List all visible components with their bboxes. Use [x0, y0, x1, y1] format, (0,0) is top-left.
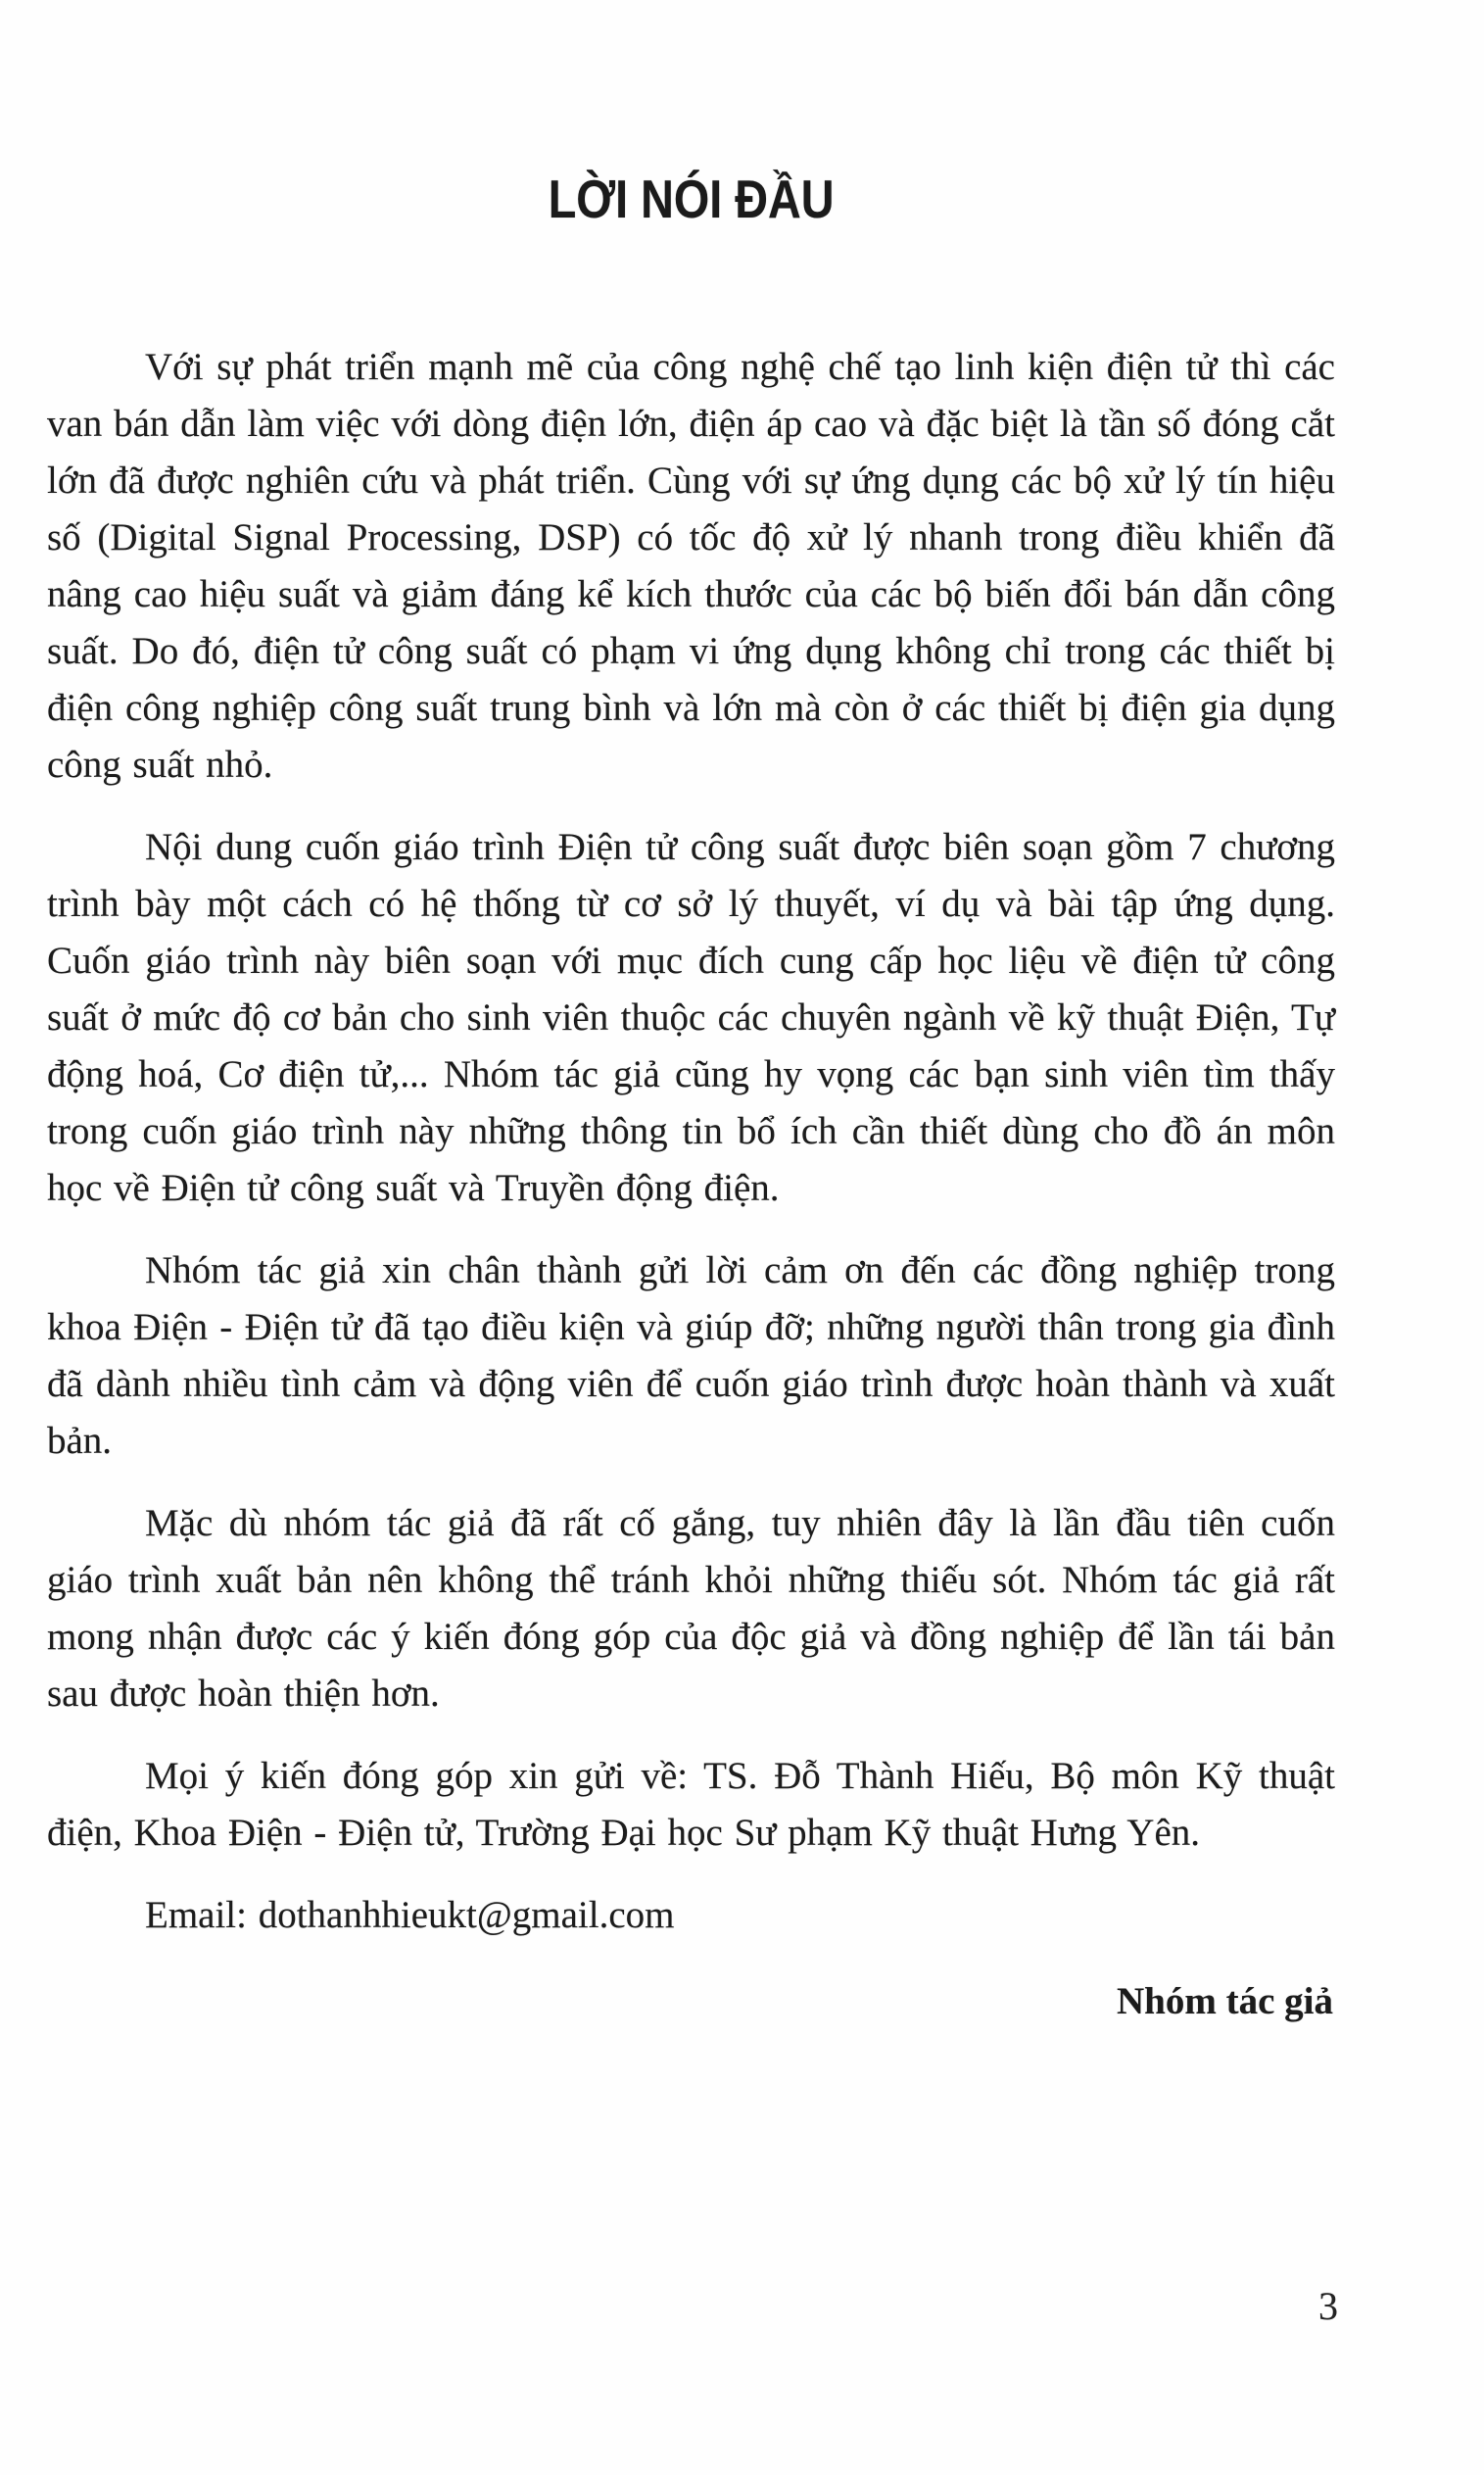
author-signature: Nhóm tác giả — [1117, 1980, 1333, 2022]
paragraph-book-content: Nội dung cuốn giáo trình Điện tử công suất được biên soạn gồm 7 chương trình bày một cách có hệ thống từ cơ sở lý thuyết, ví dụ và bài tập ứng dụng. Cuốn giáo trình này biên soạn với mục đích cung cấp học liệu về điện tử công suất ở mức độ cơ bản cho sinh viên thuộc các chuyên ngành về kỹ thuật Điện, Tự động hoá, Cơ điện tử,... Nhóm tác giả cũng hy vọng các bạn sinh viên tìm thấy trong cuốn giáo trình này những thông tin bổ ích cần thiết dùng cho đồ án môn học về Điện tử công suất và Truyền động điện. — [47, 826, 1335, 1209]
page-title-text: LỜI NÓI ĐẦU — [548, 169, 835, 229]
paragraph-intro: Với sự phát triển mạnh mẽ của công nghệ chế tạo linh kiện điện tử thì các van bán dẫn làm việc với dòng điện lớn, điện áp cao và đặc biệt là tần số đóng cắt lớn đã được nghiên cứu và phát triển. Cùng với sự ứng dụng các bộ xử lý tín hiệu số (Digital Signal Processing, DSP) có tốc độ xử lý nhanh trong điều khiển đã nâng cao hiệu suất và giảm đáng kể kích thước của các bộ biến đổi bán dẫn công suất. Do đó, điện tử công suất có phạm vi ứng dụng không chỉ trong các thiết bị điện công nghiệp công suất trung bình và lớn mà còn ở các thiết bị điện gia dụng công suất nhỏ. — [47, 346, 1335, 786]
page-content — [47, 171, 1335, 2030]
paragraph-contact: Mọi ý kiến đóng góp xin gửi về: TS. Đỗ Thành Hiếu, Bộ môn Kỹ thuật điện, Khoa Điện - Điện tử, Trường Đại học Sư phạm Kỹ thuật Hưng Yên. — [47, 1755, 1335, 1854]
paragraph-apology: Mặc dù nhóm tác giả đã rất cố gắng, tuy nhiên đây là lần đầu tiên cuốn giáo trình xuất bản nên không thể tránh khỏi những thiếu sót. Nhóm tác giả rất mong nhận được các ý kiến đóng góp của độc giả và đồng nghiệp để lần tái bản sau được hoàn thiện hơn. — [47, 1502, 1335, 1715]
paragraph-acknowledgements: Nhóm tác giả xin chân thành gửi lời cảm ơn đến các đồng nghiệp trong khoa Điện - Điện tử đã tạo điều kiện và giúp đỡ; những người thân trong gia đình đã dành nhiều tình cảm và động viên để cuốn giáo trình được hoàn thành và xuất bản. — [47, 1249, 1335, 1462]
page-number: 3 — [1318, 2284, 1338, 2328]
body-text — [47, 339, 1335, 2030]
email-line: Email: dothanhhieukt@gmail.com — [145, 1894, 675, 1936]
page-title — [47, 169, 1335, 229]
